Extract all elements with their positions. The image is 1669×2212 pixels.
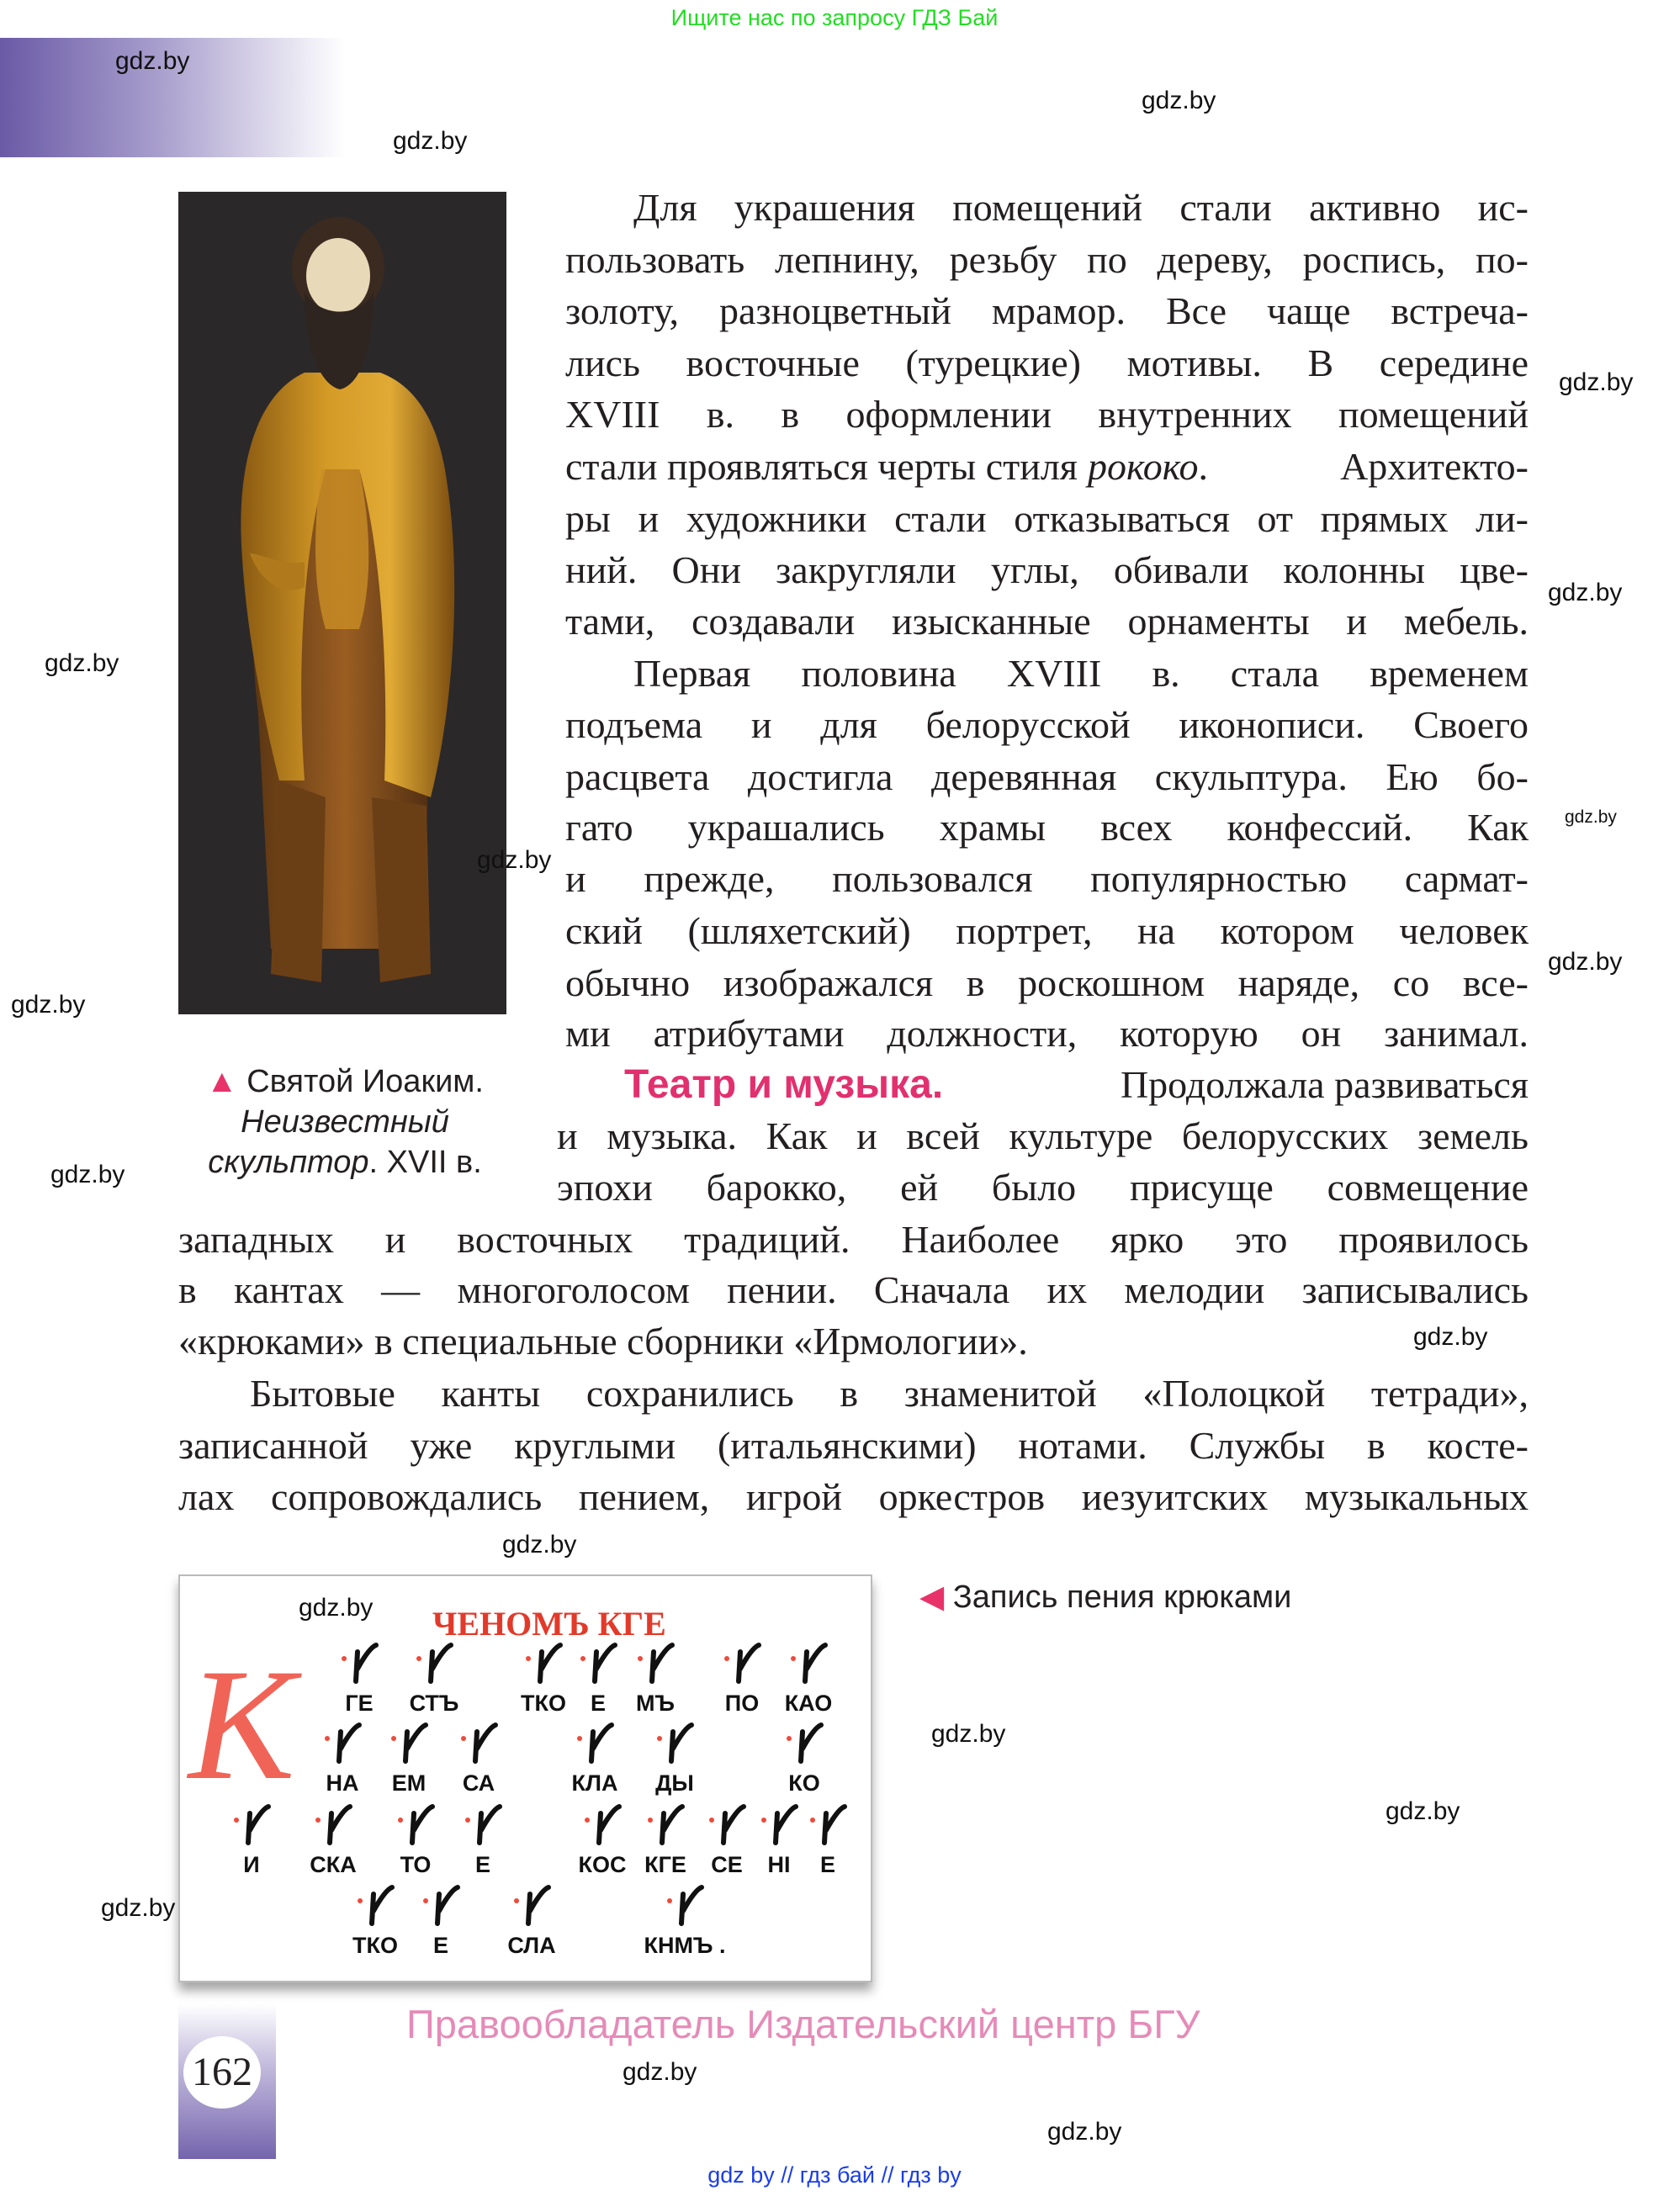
caption-title: Святой Иоаким. — [246, 1064, 484, 1099]
red-mark — [315, 1818, 321, 1823]
statue-figure-icon — [178, 192, 506, 1014]
neume-mark — [330, 1807, 350, 1843]
red-mark — [526, 1656, 531, 1661]
body-line: и прежде, пользовался популярностью сармат- — [565, 857, 1529, 900]
neume-mark — [776, 1807, 796, 1843]
body-line: ры и художники стали отказываться от прямых ли- — [565, 497, 1529, 540]
red-mark — [234, 1818, 239, 1823]
neume-mark — [824, 1807, 845, 1843]
neume-mark — [356, 1645, 376, 1681]
watermark: gdz.by — [393, 127, 468, 155]
red-mark — [585, 1818, 590, 1823]
red-mark — [648, 1818, 653, 1823]
body-line: «крюками» в специальные сборники «Ирмологии». — [178, 1320, 1028, 1363]
watermark: gdz.by — [1548, 948, 1623, 976]
neume-mark — [540, 1645, 560, 1681]
body-text: . Архитекто- — [1198, 445, 1529, 488]
body-line: подъема и для белорусской иконописи. Своего — [565, 703, 1529, 746]
neume-mark — [595, 1645, 615, 1681]
neume-mark — [599, 1807, 619, 1843]
red-mark — [391, 1736, 396, 1741]
watermark: gdz.by — [1548, 579, 1623, 606]
neume-mark — [339, 1725, 359, 1761]
watermark: gdz.by — [1565, 807, 1617, 827]
watermark: gdz.by — [502, 1531, 577, 1558]
neume-mark — [480, 1807, 500, 1843]
kryuki-syllable: КАО — [784, 1691, 833, 1716]
red-mark — [398, 1818, 403, 1823]
red-mark — [577, 1736, 582, 1741]
neume-mark — [662, 1807, 682, 1843]
neume-mark — [591, 1725, 612, 1761]
body-line: эпохи барокко, ей было присуще совмещение — [557, 1166, 1529, 1209]
watermark: gdz.by — [1413, 1323, 1488, 1351]
body-line: записанной уже круглыми (итальянскими) нотами. Службы в косте- — [178, 1424, 1529, 1467]
statue-caption — [189, 1061, 501, 1183]
caption-text: Запись пения крюками — [952, 1580, 1292, 1615]
body-line: западных и восточных традиций. Наиболее ярко это проявилось — [178, 1218, 1529, 1261]
kryuki-syllable: Е — [590, 1691, 607, 1716]
kryuki-syllable: МЪ — [636, 1691, 675, 1716]
red-mark — [465, 1818, 470, 1823]
body-line: XVIII в. в оформлении внутренних помещений — [565, 393, 1529, 436]
red-mark — [667, 1898, 672, 1903]
watermark: gdz.by — [1142, 87, 1216, 114]
kryuki-syllable: НІ — [767, 1852, 791, 1877]
kryuki-syllable: Е — [432, 1933, 449, 1958]
kryuki-syllable: ТО — [400, 1852, 432, 1877]
body-line: тами, создавали изысканные орнаменты и мебель. — [565, 600, 1529, 643]
body-line: золоту, разноцветный мрамор. Все чаще встреча- — [565, 289, 1529, 332]
neume-mark — [681, 1887, 702, 1924]
watermark: gdz.by — [101, 1894, 176, 1922]
kryuki-notation-drawing — [180, 1576, 871, 1981]
page-number: 162 — [183, 2036, 261, 2109]
neume-mark — [372, 1887, 392, 1924]
body-line — [565, 441, 1529, 493]
red-mark — [724, 1656, 729, 1661]
bottom-links[interactable]: gdz by // гдз бай // гдз by — [707, 2162, 962, 2188]
kryuki-syllable: ПО — [724, 1691, 760, 1716]
kryuki-syllable: ТКО — [521, 1691, 566, 1716]
neume-mark — [405, 1725, 426, 1761]
red-mark — [423, 1898, 428, 1903]
kryuki-syllable: СТЪ — [409, 1691, 459, 1716]
body-line: ский (шляхетский) портрет, на котором человек — [565, 909, 1529, 952]
neume-mark — [412, 1807, 432, 1843]
kryuki-title: ЧЕНОМЪ КГЕ — [432, 1605, 666, 1643]
watermark: gdz.by — [11, 991, 86, 1019]
watermark: gdz.by — [931, 1720, 1006, 1748]
watermark: gdz.by — [1559, 368, 1634, 396]
term-rococo: рококо — [1087, 445, 1199, 488]
section-heading-theatre-music: Театр и музыка. — [624, 1062, 944, 1107]
red-mark — [638, 1656, 643, 1661]
kryuki-syllable: СЛА — [507, 1933, 556, 1958]
red-mark — [342, 1656, 347, 1661]
neume-mark — [652, 1645, 672, 1681]
neume-mark — [475, 1725, 495, 1761]
body-line: лись восточные (турецкие) мотивы. В середине — [565, 341, 1529, 384]
red-mark — [810, 1818, 815, 1823]
statue-image — [178, 192, 506, 1014]
kryuki-syllable: НА — [326, 1770, 359, 1796]
kryuki-syllable: Е — [819, 1852, 836, 1877]
red-mark — [787, 1736, 792, 1741]
kryuki-syllable: ГЕ — [345, 1691, 374, 1716]
body-line: расцвета достигла деревянная скульптура. Ею бо- — [565, 755, 1529, 798]
kryuki-syllable: СА — [462, 1770, 495, 1796]
kryuki-syllable: И — [243, 1852, 260, 1877]
kryuki-syllable: КНМЪ . — [644, 1933, 726, 1958]
triangle-left-icon: ◀ — [919, 1580, 945, 1615]
kryuki-syllable: КО — [788, 1770, 820, 1796]
body-line: Для украшения помещений стали активно ис- — [633, 186, 1529, 229]
body-line: ний. Они закругляли углы, обивали колонны цве- — [565, 548, 1529, 591]
watermark: gdz.by — [623, 2058, 697, 2086]
watermark: gdz.by — [50, 1161, 125, 1188]
neume-mark — [528, 1887, 548, 1924]
watermark: gdz.by — [299, 1594, 374, 1622]
kryuki-marks — [234, 1645, 845, 1958]
watermark: gdz.by — [1047, 2118, 1122, 2146]
neume-mark — [805, 1645, 825, 1681]
neume-mark — [801, 1725, 821, 1761]
red-mark — [461, 1736, 466, 1741]
body-line — [624, 1059, 1529, 1111]
neume-mark — [431, 1645, 451, 1681]
watermark: gdz.by — [45, 649, 119, 677]
red-mark — [761, 1818, 766, 1823]
kryuki-syllable: КОС — [578, 1852, 627, 1877]
kryuki-syllable: КЛА — [571, 1770, 618, 1796]
caption-author: Неизвестный скульптор — [208, 1104, 449, 1180]
red-mark — [580, 1656, 585, 1661]
body-line: обычно изображался в роскошном наряде, со все- — [565, 961, 1529, 1004]
neume-mark — [671, 1725, 691, 1761]
body-line: гато украшались храмы всех конфессий. Как — [565, 806, 1529, 849]
body-line: пользовать лепнину, резьбу по дереву, роспись, по- — [565, 238, 1529, 281]
triangle-up-icon: ▲ — [206, 1064, 238, 1099]
red-mark — [791, 1656, 796, 1661]
kryuki-syllable: КГЕ — [644, 1852, 686, 1877]
red-mark — [358, 1898, 363, 1903]
body-line: Первая половина XVIII в. стала временем — [633, 652, 1529, 695]
body-line: и музыка. Как и всей культуре белорусских земель — [557, 1114, 1529, 1157]
kryuki-caption — [919, 1578, 1291, 1616]
red-mark — [416, 1656, 421, 1661]
top-banner[interactable]: Ищите нас по запросу ГДЗ Бай — [670, 5, 999, 30]
body-line: в кантах — многоголосом пении. Сначала их мелодии записывались — [178, 1268, 1529, 1311]
initial-letter-k: К — [188, 1637, 295, 1813]
caption-date: . XVII в. — [368, 1145, 482, 1180]
red-mark — [657, 1736, 662, 1741]
kryuki-notation-image — [178, 1574, 872, 1982]
body-text: стали проявляться черты стиля — [565, 445, 1078, 488]
kryuki-syllable: СКА — [310, 1852, 357, 1877]
neume-mark — [723, 1807, 744, 1843]
kryuki-syllable: ЕМ — [391, 1770, 427, 1796]
kryuki-syllable: СЕ — [711, 1852, 743, 1877]
red-mark — [325, 1736, 330, 1741]
watermark: gdz.by — [477, 846, 552, 874]
body-line: лах сопровождались пением, игрой оркестров иезуитских музыкальных — [178, 1475, 1529, 1518]
kryuki-syllable: Е — [474, 1852, 491, 1877]
kryuki-syllable: ДЫ — [655, 1770, 694, 1796]
copyright-notice: Правообладатель Издательский центр БГУ — [406, 2002, 1200, 2046]
page-number-tab — [178, 2004, 276, 2159]
watermark: gdz.by — [115, 47, 190, 75]
body-line: Бытовые канты сохранились в знаменитой «Полоцкой тетради», — [250, 1372, 1529, 1415]
body-text: Продолжала развиваться — [1120, 1063, 1529, 1106]
body-line: ми атрибутами должности, которую он занимал. — [565, 1012, 1529, 1055]
watermark: gdz.by — [1386, 1797, 1460, 1825]
neume-mark — [437, 1887, 458, 1924]
neume-mark — [739, 1645, 759, 1681]
kryuki-syllable: ТКО — [352, 1933, 398, 1958]
red-mark — [514, 1898, 519, 1903]
red-mark — [709, 1818, 714, 1823]
body-text — [1078, 441, 1529, 493]
